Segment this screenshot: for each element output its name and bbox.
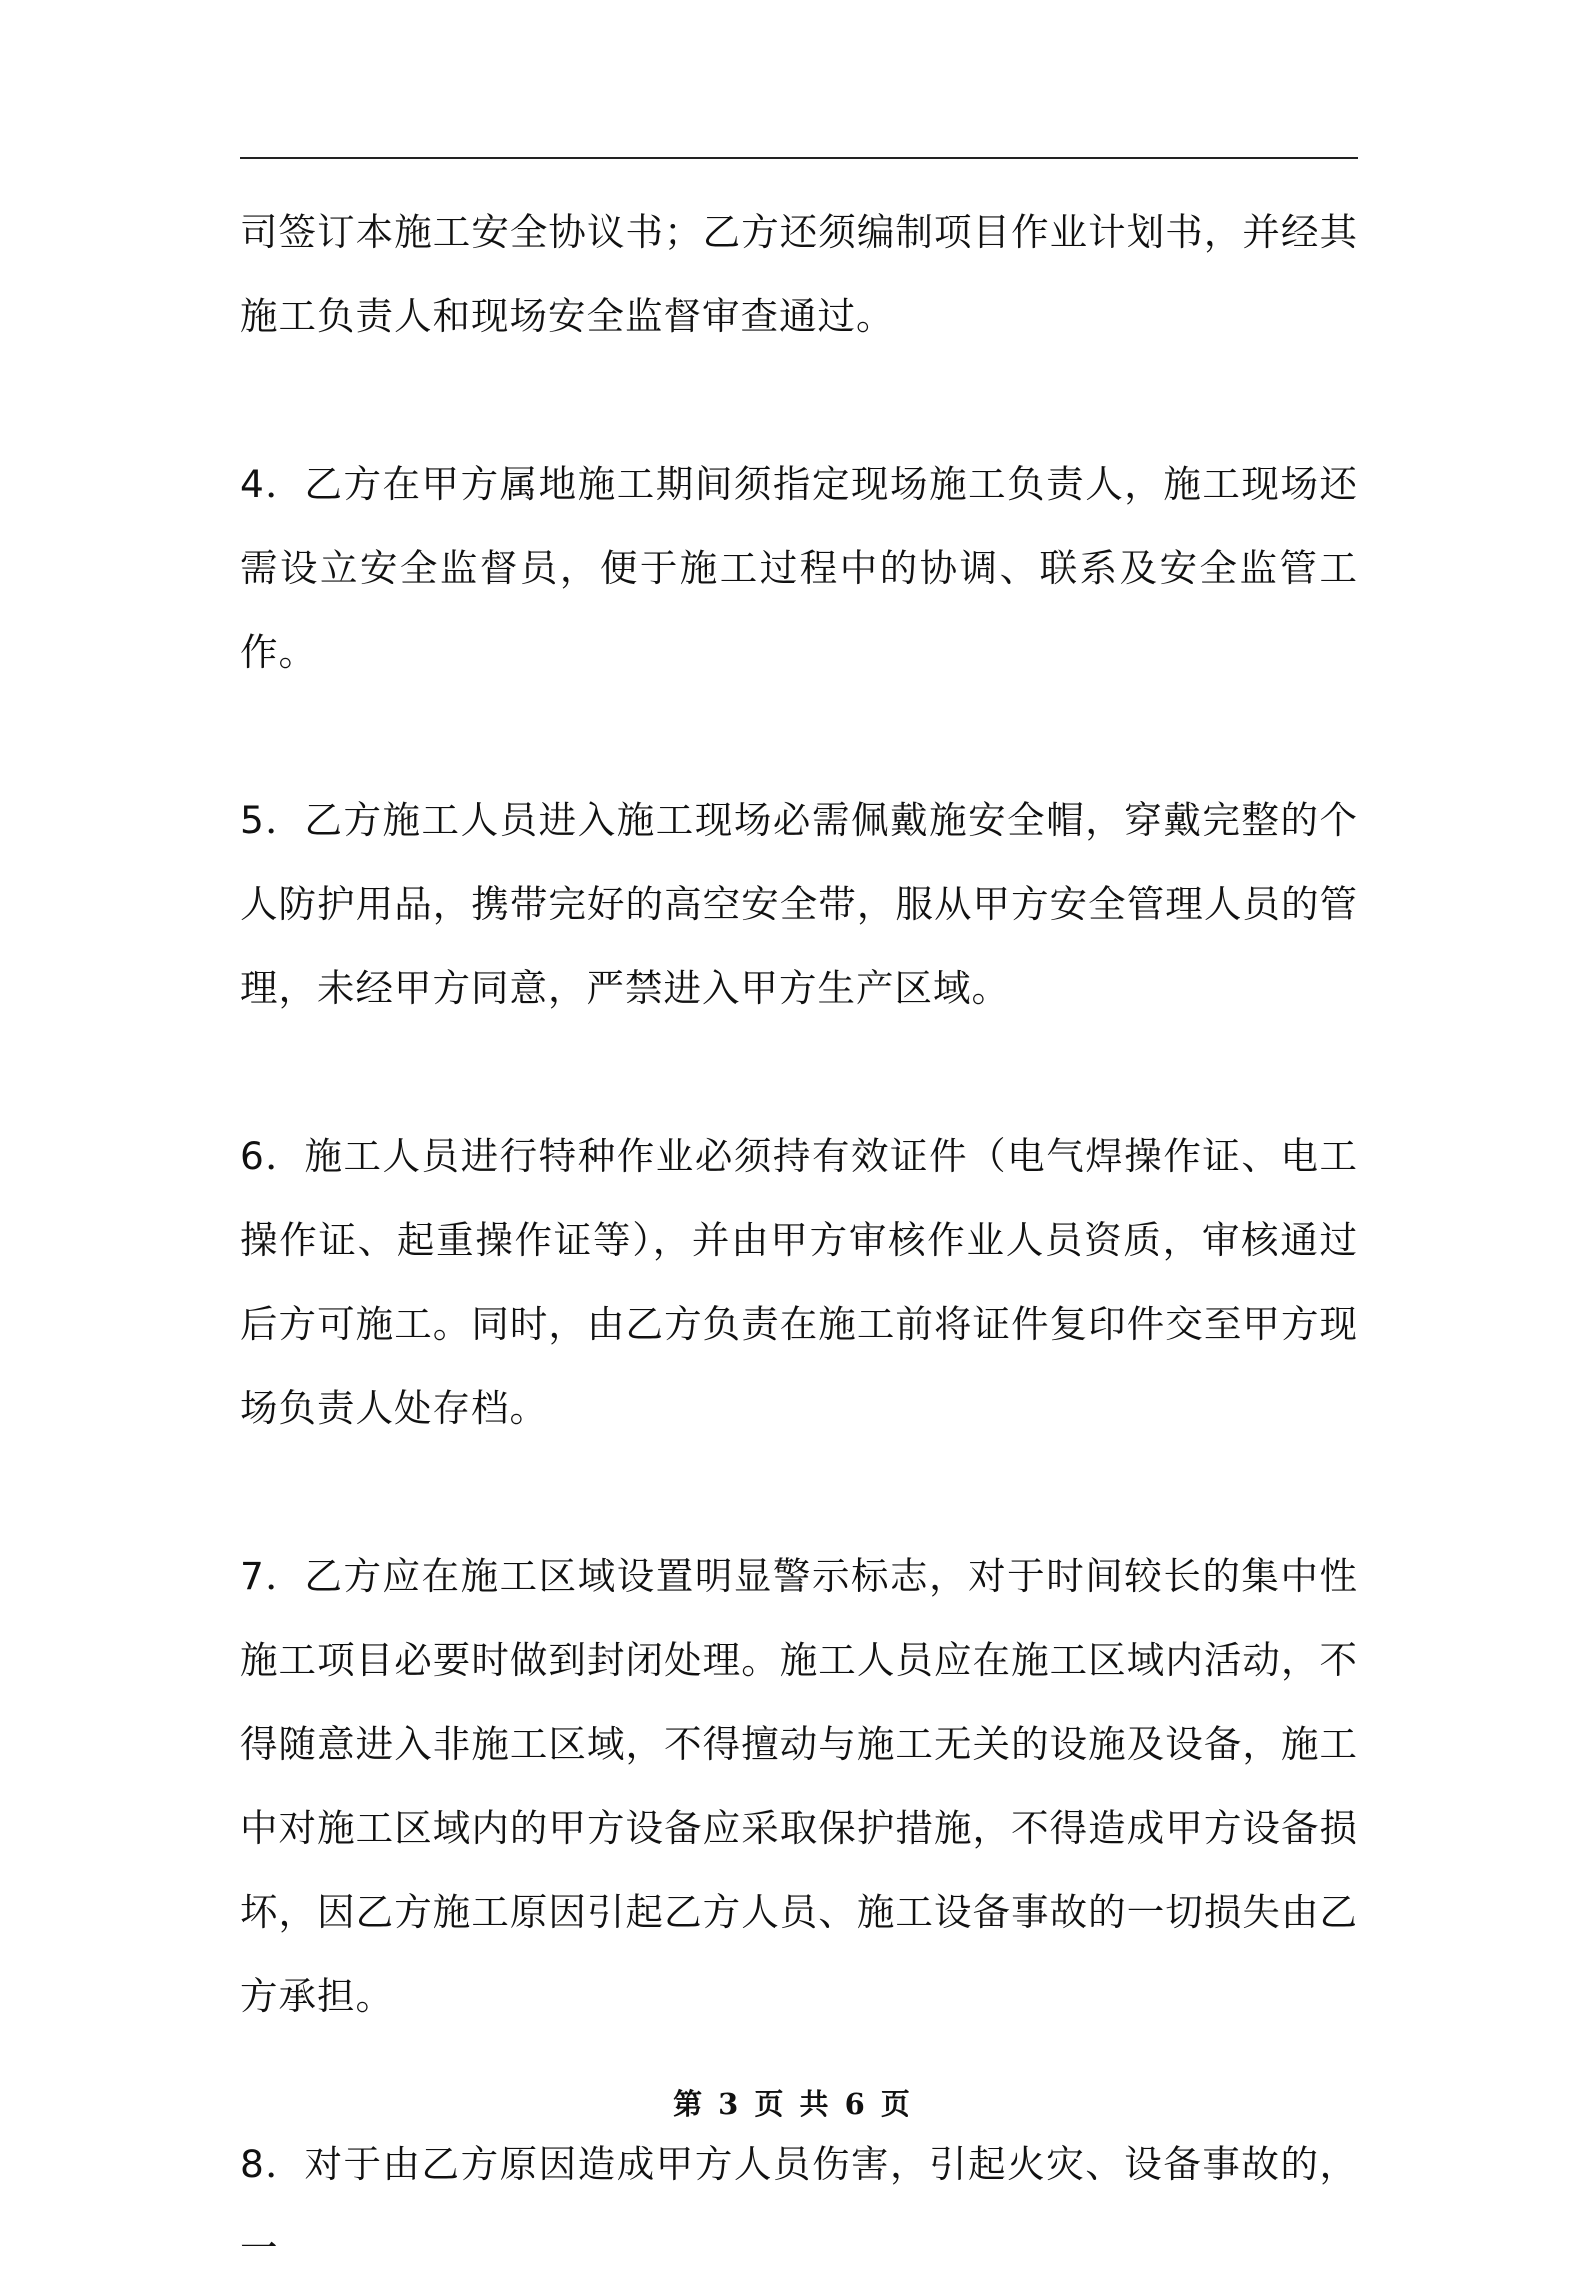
paragraph-item-8: 8．对于由乙方原因造成甲方人员伤害，引起火灾、设备事故的，一 bbox=[240, 2142, 1358, 2270]
paragraph-item-4: 4．乙方在甲方属地施工期间须指定现场施工负责人，施工现场还需设立安全监督员，便于施工过程中的协调、联系及安全监管工作。 bbox=[240, 462, 1358, 674]
paragraph-item-7: 7．乙方应在施工区域设置明显警示标志，对于时间较长的集中性施工项目必要时做到封闭处理。施工人员应在施工区域内活动，不得随意进入非施工区域，不得擅动与施工无关的设施及设备，施工中对施工区域内的甲方设备应采取保护措施，不得造成甲方设备损坏，因乙方施工原因引起乙方人员、施工设备事故的一切损失由乙方承担。 bbox=[240, 1554, 1358, 2018]
document-body bbox=[240, 190, 1358, 2290]
paragraph-continuation: 司签订本施工安全协议书；乙方还须编制项目作业计划书，并经其施工负责人和现场安全监督审查通过。 bbox=[240, 210, 1358, 338]
paragraph-item-6: 6．施工人员进行特种作业必须持有效证件（电气焊操作证、电工操作证、起重操作证等），并由甲方审核作业人员资质，审核通过后方可施工。同时，由乙方负责在施工前将证件复印件交至甲方现场负责人处存档。 bbox=[240, 1134, 1358, 1430]
page-number-footer: 第 3 页 共 6 页 bbox=[673, 2087, 913, 2121]
paragraph-item-5: 5．乙方施工人员进入施工现场必需佩戴施安全帽，穿戴完整的个人防护用品，携带完好的高空安全带，服从甲方安全管理人员的管理，未经甲方同意，严禁进入甲方生产区域。 bbox=[240, 798, 1358, 1010]
header-rule bbox=[240, 157, 1358, 159]
